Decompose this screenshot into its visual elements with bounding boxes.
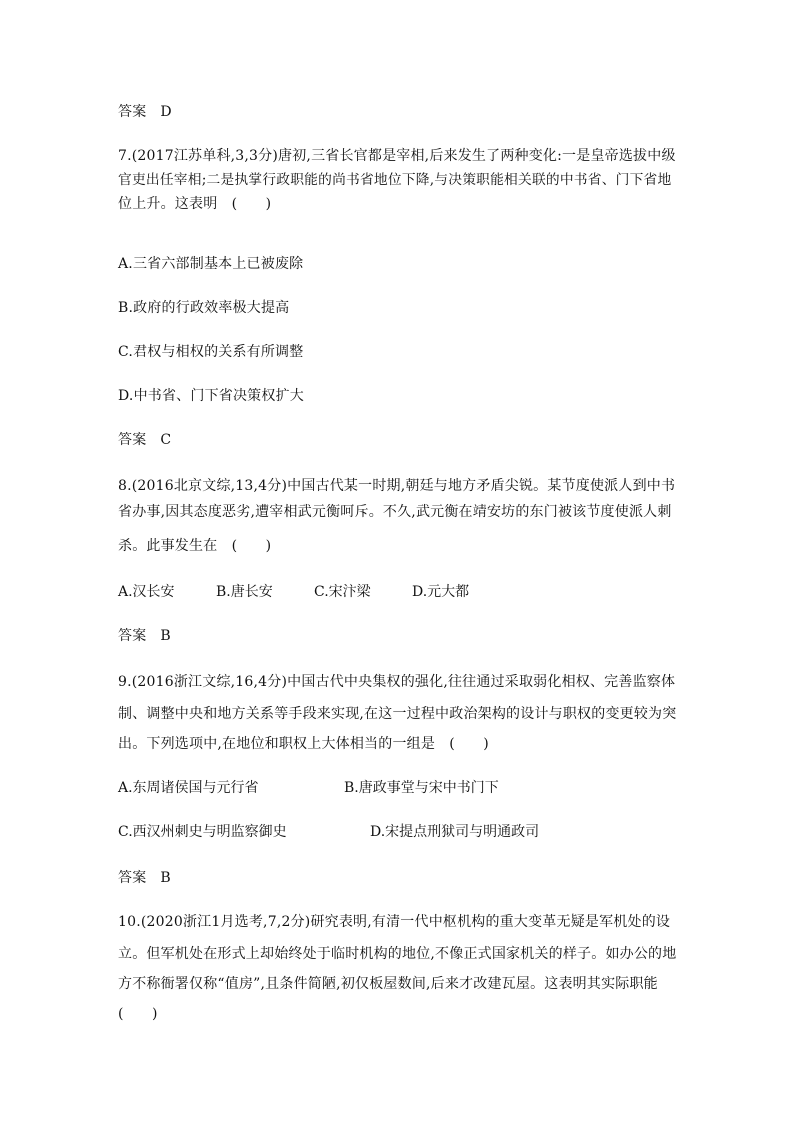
question-7-option-c: C.君权与相权的关系有所调整 <box>118 344 304 360</box>
question-10-line-4: ( ) <box>118 1006 158 1022</box>
question-7-option-d: D.中书省、门下省决策权扩大 <box>118 388 304 404</box>
answer-line <box>118 868 171 888</box>
question-9-option-d: D.宋提点刑狱司与明通政司 <box>370 824 540 840</box>
question-8-line-3: 杀。此事发生在 ( ) <box>118 538 272 554</box>
answer-label: 答案 <box>118 432 147 448</box>
question-9-line-3: 出。下列选项中,在地位和职权上大体相当的一组是 ( ) <box>118 736 489 752</box>
question-9-option-b: B.唐政事堂与宋中书门下 <box>344 780 499 796</box>
answer-value: B <box>160 870 171 886</box>
question-8-line-1: 8.(2016北京文综,13,4分)中国古代某一时期,朝廷与地方矛盾尖锐。某节度使派人到中书 <box>118 478 676 494</box>
answer-line <box>118 626 171 646</box>
question-10-line-3: 方不称衙署仅称“值房”,且条件简陋,初仅板屋数间,后来才改建瓦屋。这表明其实际职能 <box>118 976 658 992</box>
question-9-options-row-1 <box>118 778 678 798</box>
answer-value: B <box>160 628 171 644</box>
answer-line <box>118 102 172 122</box>
question-9-line-2: 制、调整中央和地方关系等手段来实现,在这一过程中政治架构的设计与职权的变更较为突 <box>118 706 677 722</box>
question-8-option-a: A.汉长安 <box>118 584 175 600</box>
question-8-line-2: 省办事,因其态度恶劣,遭宰相武元衡呵斥。不久,武元衡在靖安坊的东门被该节度使派人刺 <box>118 504 672 520</box>
question-7-option-a: A.三省六部制基本上已被废除 <box>118 256 304 272</box>
answer-label: 答案 <box>118 870 147 886</box>
question-9-line-1: 9.(2016浙江文综,16,4分)中国古代中央集权的强化,往往通过采取弱化相权、完善监察体 <box>118 674 676 690</box>
question-9-option-a: A.东周诸侯国与元行省 <box>118 780 259 796</box>
question-8-options <box>118 582 678 602</box>
question-7-line-1: 7.(2017江苏单科,3,3分)唐初,三省长官都是宰相,后来发生了两种变化:一是皇帝选拔中级 <box>118 148 676 164</box>
question-8-option-c: C.宋汴梁 <box>314 584 371 600</box>
answer-label: 答案 <box>118 104 147 120</box>
question-8-option-b: B.唐长安 <box>216 584 273 600</box>
document-page <box>118 0 678 1123</box>
question-9-option-c: C.西汉州刺史与明监察御史 <box>118 824 287 840</box>
answer-value: D <box>160 104 172 120</box>
answer-value: C <box>160 432 172 448</box>
question-9-options-row-2 <box>118 822 678 842</box>
question-8-option-d: D.元大都 <box>412 584 470 600</box>
answer-label: 答案 <box>118 628 147 644</box>
question-7-line-3: 位上升。这表明 ( ) <box>118 196 272 212</box>
question-7-option-b: B.政府的行政效率极大提高 <box>118 300 290 316</box>
question-10-line-2: 立。但军机处在形式上却始终处于临时机构的地位,不像正式国家机关的样子。如办公的地 <box>118 946 677 962</box>
question-10-line-1: 10.(2020浙江1月选考,7,2分)研究表明,有清一代中枢机构的重大变革无疑是军机处的设 <box>118 914 671 930</box>
question-7-line-2: 官吏出任宰相;二是执掌行政职能的尚书省地位下降,与决策职能相关联的中书省、门下省地 <box>118 172 672 188</box>
answer-line <box>118 430 171 450</box>
